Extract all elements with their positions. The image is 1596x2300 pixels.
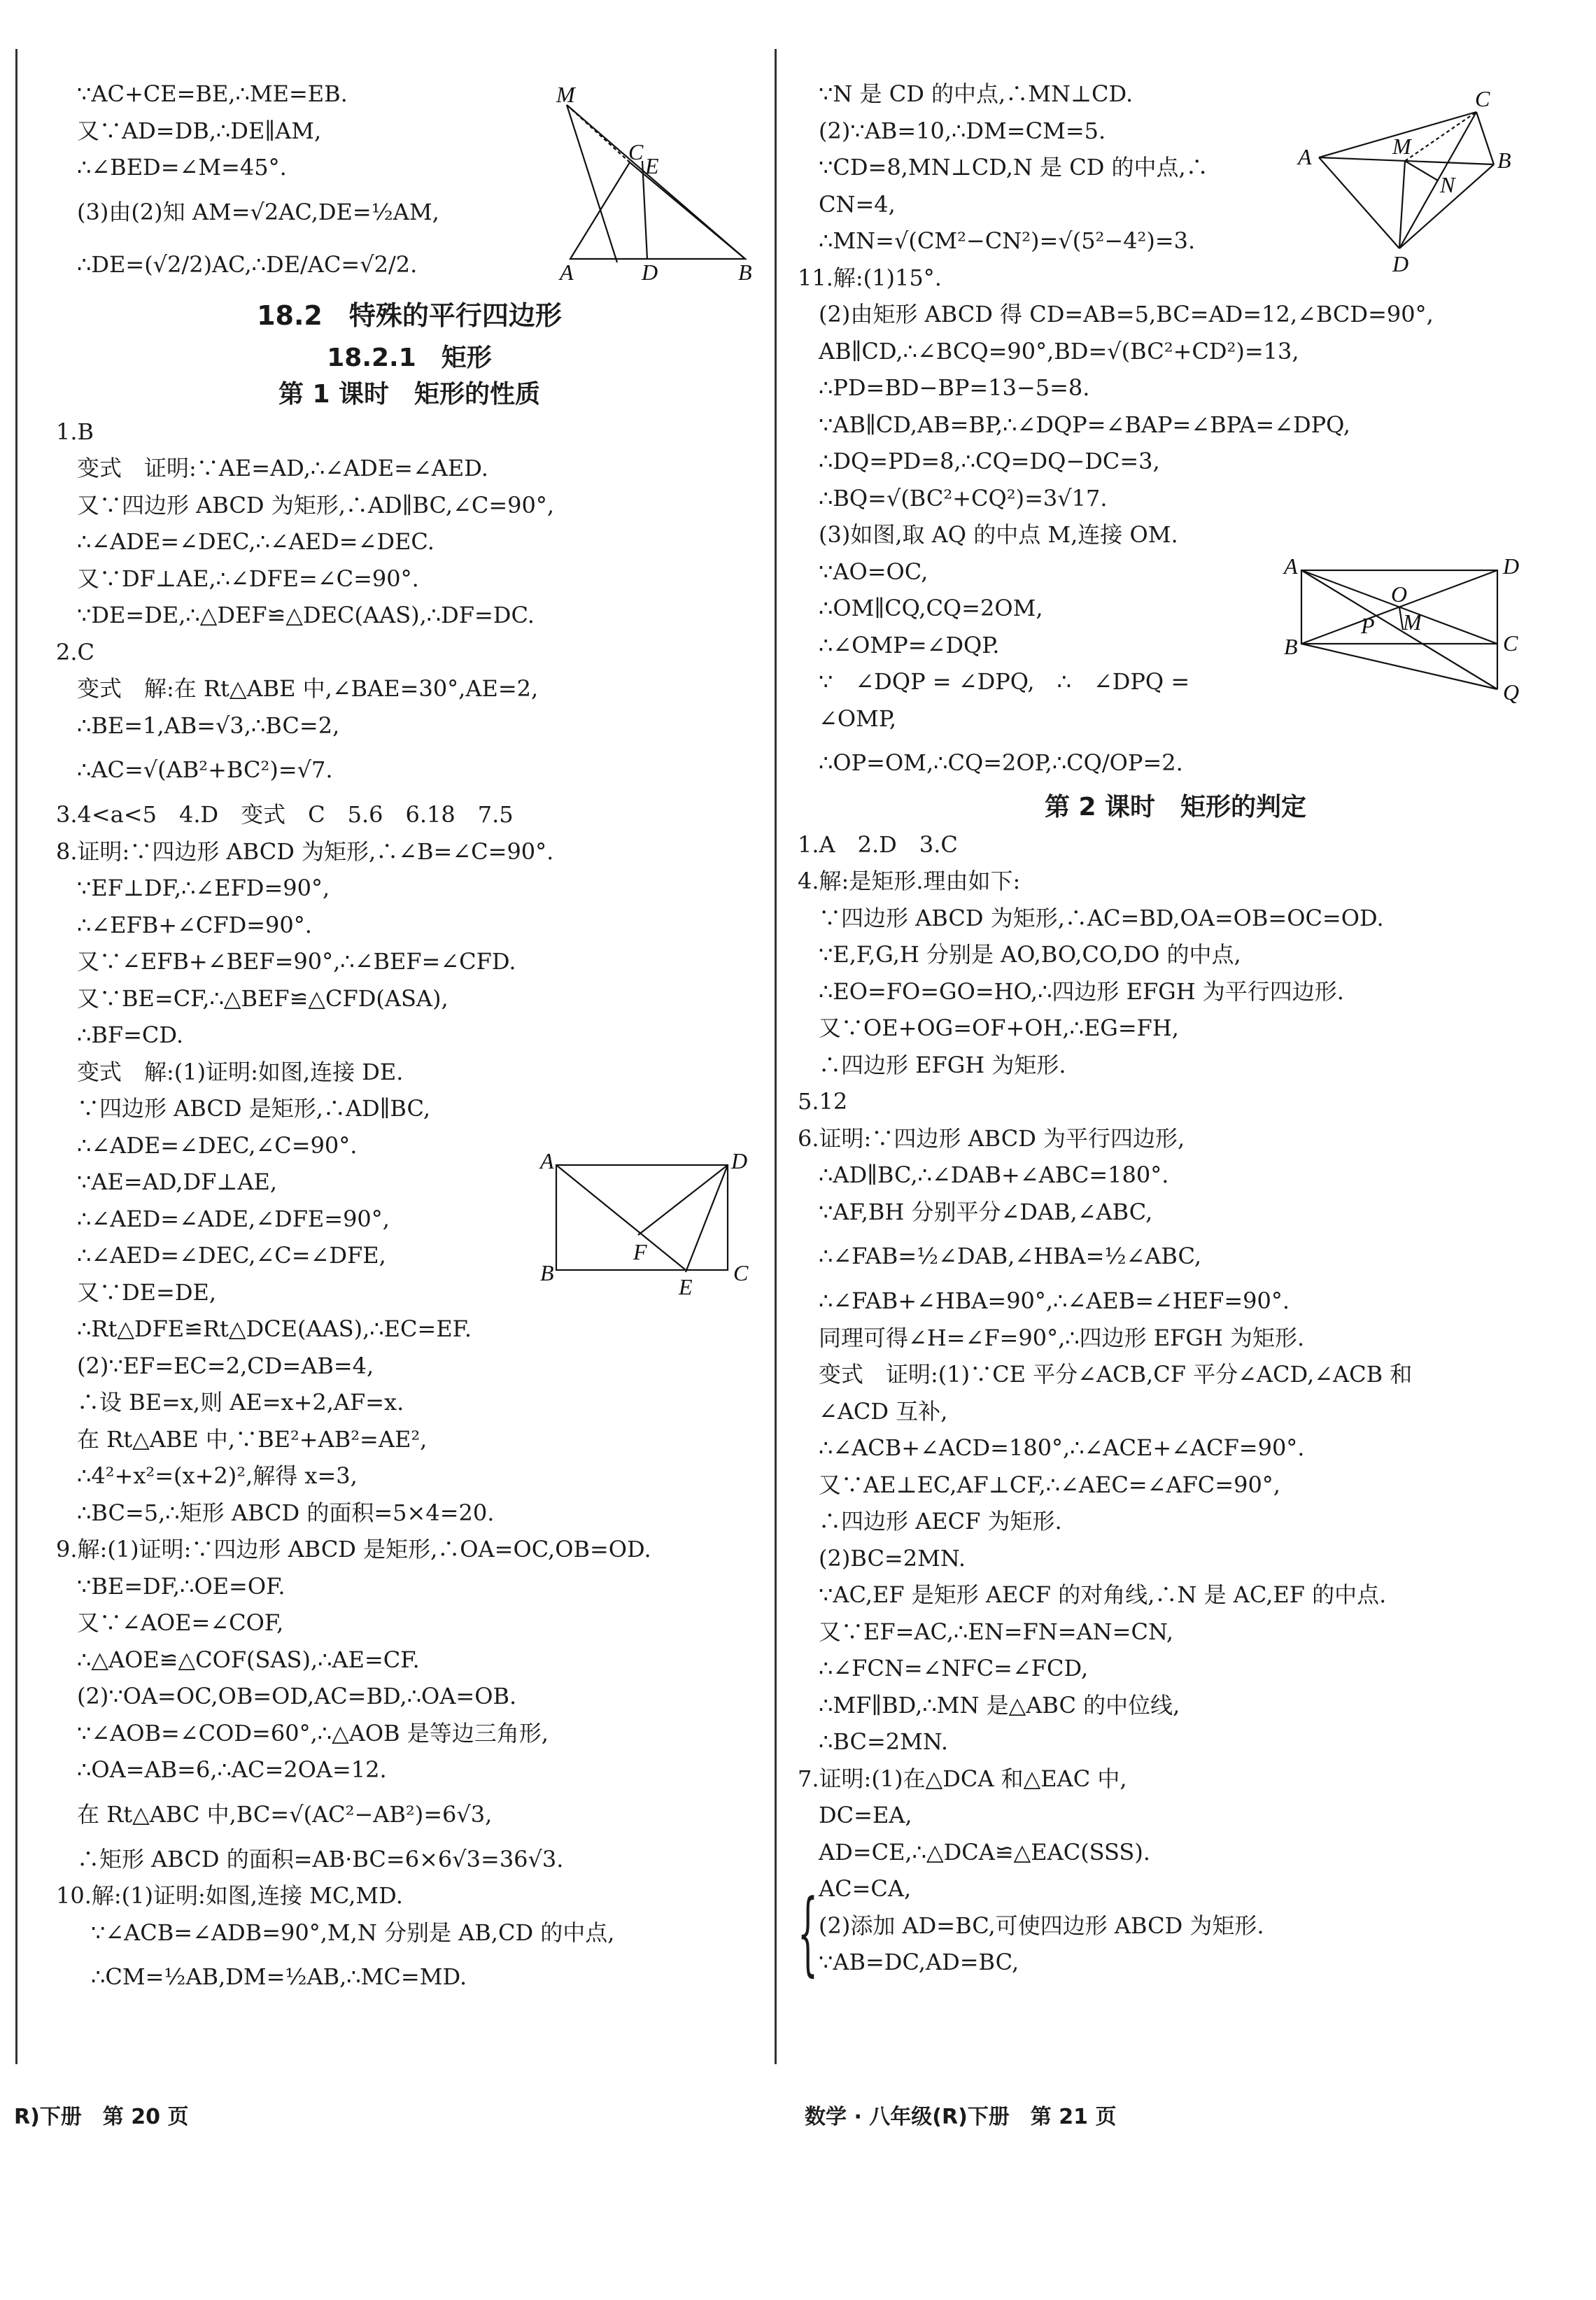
text-line: ∴∠FCN=∠NFC=∠FCD, [819, 1655, 1089, 1681]
fig4-label-q: Q [1503, 679, 1520, 705]
fig2-label-e: E [679, 1274, 693, 1299]
text-line: (2)由矩形 ABCD 得 CD=AB=5,BC=AD=12,∠BCD=90°, [819, 301, 1434, 327]
text-line: ∴AC=√(AB²+BC²)=√7. [77, 756, 333, 783]
text-line: ∴矩形 ABCD 的面积=AB·BC=6×6√3=36√3. [77, 1845, 564, 1872]
text-line: 2.C [56, 638, 95, 665]
text-line: 又∵DF⊥AE,∴∠DFE=∠C=90°. [77, 565, 419, 592]
section-heading: 18.2.1 矩形 [327, 343, 492, 372]
footer-right: 数学 · 八年级(R)下册 第 21 页 [805, 2105, 1117, 2129]
text-line: ∵ ∠DQP = ∠DPQ, ∴ ∠DPQ = [819, 668, 1190, 695]
text-line: CN=4, [819, 190, 896, 218]
fig4-label-b: B [1284, 634, 1298, 659]
fig2-label-f: F [633, 1239, 647, 1264]
text-line: ∵∠ACB=∠ADB=90°,M,N 分别是 AB,CD 的中点, [91, 1919, 615, 1946]
text-line: (2)添加 AD=BC,可使四边形 ABCD 为矩形. [819, 1912, 1264, 1939]
text-line: ∴OM∥CQ,CQ=2OM, [819, 595, 1043, 621]
text-line: ∴MF∥BD,∴MN 是△ABC 的中位线, [819, 1691, 1180, 1719]
text-line: 1.A 2.D 3.C [798, 831, 958, 858]
left-column [56, 76, 763, 2003]
text-line: ∴∠BED=∠M=45°. [77, 154, 287, 181]
text-line: ∴DE=(√2/2)AC,∴DE/AC=√2/2. [77, 251, 418, 278]
fig4-label-c: C [1503, 630, 1518, 656]
text-line: ∵CD=8,MN⊥CD,N 是 CD 的中点,∴ [819, 154, 1208, 181]
text-line: ∴MN=√(CM²−CN²)=√(5²−4²)=3. [819, 227, 1196, 254]
text-line: ∴DQ=PD=8,∴CQ=DQ−DC=3, [819, 448, 1160, 474]
text-line: 4.解:是矩形.理由如下: [798, 868, 1021, 894]
fig4-label-m: M [1403, 609, 1422, 635]
text-line: ∴设 BE=x,则 AE=x+2,AF=x. [77, 1389, 404, 1416]
left-margin-rule [15, 49, 17, 2064]
fig3-label-n: N [1440, 172, 1455, 197]
text-line: (3)由(2)知 AM=√2AC,DE=½AM, [77, 198, 439, 225]
text-line: 又∵∠AOE=∠COF, [77, 1609, 284, 1636]
text-line: DC=EA, [819, 1802, 912, 1828]
text-line: ∠ACD 互补, [819, 1397, 948, 1425]
fig1-label-b: B [738, 260, 752, 280]
text-line: 变式 解:(1)证明:如图,连接 DE. [77, 1058, 404, 1085]
fig1-label-c: C [628, 139, 644, 164]
text-line: ∴∠OMP=∠DQP. [819, 631, 1000, 658]
text-line: ∴CM=½AB,DM=½AB,∴MC=MD. [91, 1963, 467, 1990]
text-line: AC=CA, [819, 1875, 912, 1902]
text-line: 又∵AE⊥EC,AF⊥CF,∴∠AEC=∠AFC=90°, [819, 1471, 1280, 1498]
text-line: ∴BC=2MN. [819, 1728, 949, 1755]
text-line: 变式 解:在 Rt△ABE 中,∠BAE=30°,AE=2, [77, 675, 539, 702]
text-line: 又∵AD=DB,∴DE∥AM, [77, 117, 322, 144]
text-line: (2)∵AB=10,∴DM=CM=5. [819, 117, 1106, 144]
text-line: ∵AF,BH 分别平分∠DAB,∠ABC, [819, 1198, 1153, 1225]
text-line: ∴∠ADE=∠DEC,∠C=90°. [77, 1131, 358, 1159]
text-line: ∵AB=DC,AD=BC, [819, 1949, 1019, 1975]
text-line: ∴BQ=√(BC²+CQ²)=3√17. [819, 484, 1108, 511]
text-line: (2)BC=2MN. [819, 1544, 966, 1572]
text-line: 7.证明:(1)在△DCA 和△EAC 中, [798, 1765, 1127, 1792]
text-line: 1.B [56, 418, 94, 445]
text-line: 10.解:(1)证明:如图,连接 MC,MD. [56, 1882, 403, 1909]
text-line: ∵AE=AD,DF⊥AE, [77, 1169, 278, 1195]
text-line: (2)∵EF=EC=2,CD=AB=4, [77, 1352, 374, 1379]
footer-left: R)下册 第 20 页 [14, 2105, 189, 2129]
text-line: ∵E,F,G,H 分别是 AO,BO,CO,DO 的中点, [819, 941, 1241, 968]
text-line: ∴Rt△DFE≌Rt△DCE(AAS),∴EC=EF. [77, 1315, 472, 1342]
text-line: ∵AO=OC, [819, 558, 928, 585]
text-line: 变式 证明:∵AE=AD,∴∠ADE=∠AED. [77, 455, 488, 481]
text-line: ∴四边形 AECF 为矩形. [819, 1508, 1062, 1534]
text-line: ∵四边形 ABCD 是矩形,∴AD∥BC, [77, 1095, 431, 1122]
text-line: ∴△AOE≌△COF(SAS),∴AE=CF. [77, 1646, 420, 1673]
fig3-label-d: D [1392, 251, 1409, 276]
section-heading: 18.2 特殊的平行四边形 [257, 299, 562, 331]
right-column [798, 76, 1553, 1986]
text-line: ∴∠ACB+∠ACD=180°,∴∠ACE+∠ACF=90°. [819, 1434, 1305, 1461]
figure-rectangle-abcd [532, 1148, 763, 1301]
fig3-label-c: C [1475, 86, 1490, 111]
text-line: ∴BC=5,∴矩形 ABCD 的面积=5×4=20. [77, 1499, 495, 1526]
text-line: ∴AD∥BC,∴∠DAB+∠ABC=180°. [819, 1162, 1169, 1188]
fig2-label-c: C [733, 1260, 749, 1285]
text-line: 又∵四边形 ABCD 为矩形,∴AD∥BC,∠C=90°, [77, 491, 555, 518]
column-divider [775, 49, 777, 2064]
text-line: ∵AC+CE=BE,∴ME=EB. [77, 80, 348, 107]
text-line: ∴∠AED=∠DEC,∠C=∠DFE, [77, 1242, 386, 1269]
text-line: ∵AB∥CD,AB=BP,∴∠DQP=∠BAP=∠BPA=∠DPQ, [819, 411, 1350, 438]
text-line: 又∵BE=CF,∴△BEF≌△CFD(ASA), [77, 985, 449, 1012]
text-line: AB∥CD,∴∠BCQ=90°,BD=√(BC²+CD²)=13, [819, 337, 1299, 365]
text-line: ∴四边形 EFGH 为矩形. [819, 1051, 1066, 1078]
fig4-label-d: D [1503, 553, 1520, 579]
text-line: ∴EO=FO=GO=HO,∴四边形 EFGH 为平行四边形. [819, 978, 1344, 1005]
text-line: ∵N 是 CD 的中点,∴MN⊥CD. [819, 80, 1134, 107]
fig4-label-p: P [1361, 613, 1375, 638]
fig3-label-a: A [1298, 144, 1312, 169]
fig3-label-m: M [1392, 134, 1411, 159]
text-line: 在 Rt△ABC 中,BC=√(AC²−AB²)=6√3, [77, 1800, 493, 1828]
text-line: ∴OA=AB=6,∴AC=2OA=12. [77, 1756, 387, 1783]
text-line: ∵BE=DF,∴OE=OF. [77, 1572, 285, 1600]
text-line: ∴∠AED=∠ADE,∠DFE=90°, [77, 1205, 390, 1232]
text-line: ∴∠FAB=½∠DAB,∠HBA=½∠ABC, [819, 1243, 1202, 1269]
fig3-label-b: B [1497, 148, 1511, 173]
text-line: ∴∠ADE=∠DEC,∴∠AED=∠DEC. [77, 528, 435, 555]
text-line: (2)∵OA=OC,OB=OD,AC=BD,∴OA=OB. [77, 1683, 517, 1709]
text-line: 8.证明:∵四边形 ABCD 为矩形,∴∠B=∠C=90°. [56, 838, 554, 865]
text-line: ∵四边形 ABCD 为矩形,∴AC=BD,OA=OB=OC=OD. [819, 904, 1384, 931]
text-line: 变式 证明:(1)∵CE 平分∠ACB,CF 平分∠ACD,∠ACB 和 [819, 1361, 1413, 1388]
text-line: 又∵EF=AC,∴EN=FN=AN=CN, [819, 1618, 1174, 1645]
figure-triangle-m [546, 84, 763, 280]
section-heading: 第 2 课时 矩形的判定 [1044, 793, 1307, 821]
text-line: ∠OMP, [819, 705, 897, 732]
text-line: ∵EF⊥DF,∴∠EFD=90°, [77, 875, 330, 901]
text-line: 又∵DE=DE, [77, 1278, 217, 1306]
fig2-label-b: B [540, 1260, 554, 1285]
text-line: 3.4<a<5 4.D 变式 C 5.6 6.18 7.5 [56, 801, 514, 828]
section-heading: 第 1 课时 矩形的性质 [278, 380, 541, 409]
text-line: 11.解:(1)15°. [798, 264, 942, 291]
text-line: ∴4²+x²=(x+2)²,解得 x=3, [77, 1462, 358, 1489]
text-line: 同理可得∠H=∠F=90°,∴四边形 EFGH 为矩形. [819, 1324, 1305, 1351]
text-line: 5.12 [798, 1088, 848, 1115]
fig1-label-a: A [560, 260, 574, 280]
fig4-label-o: O [1391, 581, 1408, 607]
fig4-label-a: A [1284, 553, 1298, 579]
fig1-label-m: M [556, 84, 575, 107]
text-line: ∵AC,EF 是矩形 AECF 的对角线,∴N 是 AC,EF 的中点. [819, 1581, 1387, 1608]
fig1-label-d: D [642, 260, 658, 280]
figure-quadrilateral-mn [1287, 84, 1518, 280]
text-line: 又∵∠EFB+∠BEF=90°,∴∠BEF=∠CFD. [77, 948, 516, 975]
fig2-label-a: A [540, 1148, 554, 1173]
text-line: 在 Rt△ABE 中,∵BE²+AB²=AE², [77, 1425, 428, 1453]
figure-rectangle-opmq [1273, 553, 1532, 721]
text-line: 9.解:(1)证明:∵四边形 ABCD 是矩形,∴OA=OC,OB=OD. [56, 1536, 651, 1562]
text-line: ∴BE=1,AB=√3,∴BC=2, [77, 712, 340, 739]
text-line: (3)如图,取 AQ 的中点 M,连接 OM. [819, 521, 1178, 548]
text-line: AD=CE,∴△DCA≌△EAC(SSS). [819, 1838, 1150, 1865]
text-line: ∵DE=DE,∴△DEF≌△DEC(AAS),∴DF=DC. [77, 602, 535, 628]
text-line: ∵∠AOB=∠COD=60°,∴△AOB 是等边三角形, [77, 1719, 549, 1747]
text-line: ∴OP=OM,∴CQ=2OP,∴CQ/OP=2. [819, 749, 1183, 776]
text-line: 又∵OE+OG=OF+OH,∴EG=FH, [819, 1015, 1179, 1041]
text-line: ∴BF=CD. [77, 1022, 184, 1048]
text-line: ∴∠FAB+∠HBA=90°,∴∠AEB=∠HEF=90°. [819, 1287, 1290, 1314]
fig1-label-e: E [645, 153, 659, 178]
text-line: ∴∠EFB+∠CFD=90°. [77, 911, 312, 938]
fig2-label-d: D [731, 1148, 748, 1173]
system-brace: { [798, 1879, 818, 1986]
text-line: 6.证明:∵四边形 ABCD 为平行四边形, [798, 1124, 1185, 1152]
text-line: ∴PD=BD−BP=13−5=8. [819, 374, 1090, 401]
